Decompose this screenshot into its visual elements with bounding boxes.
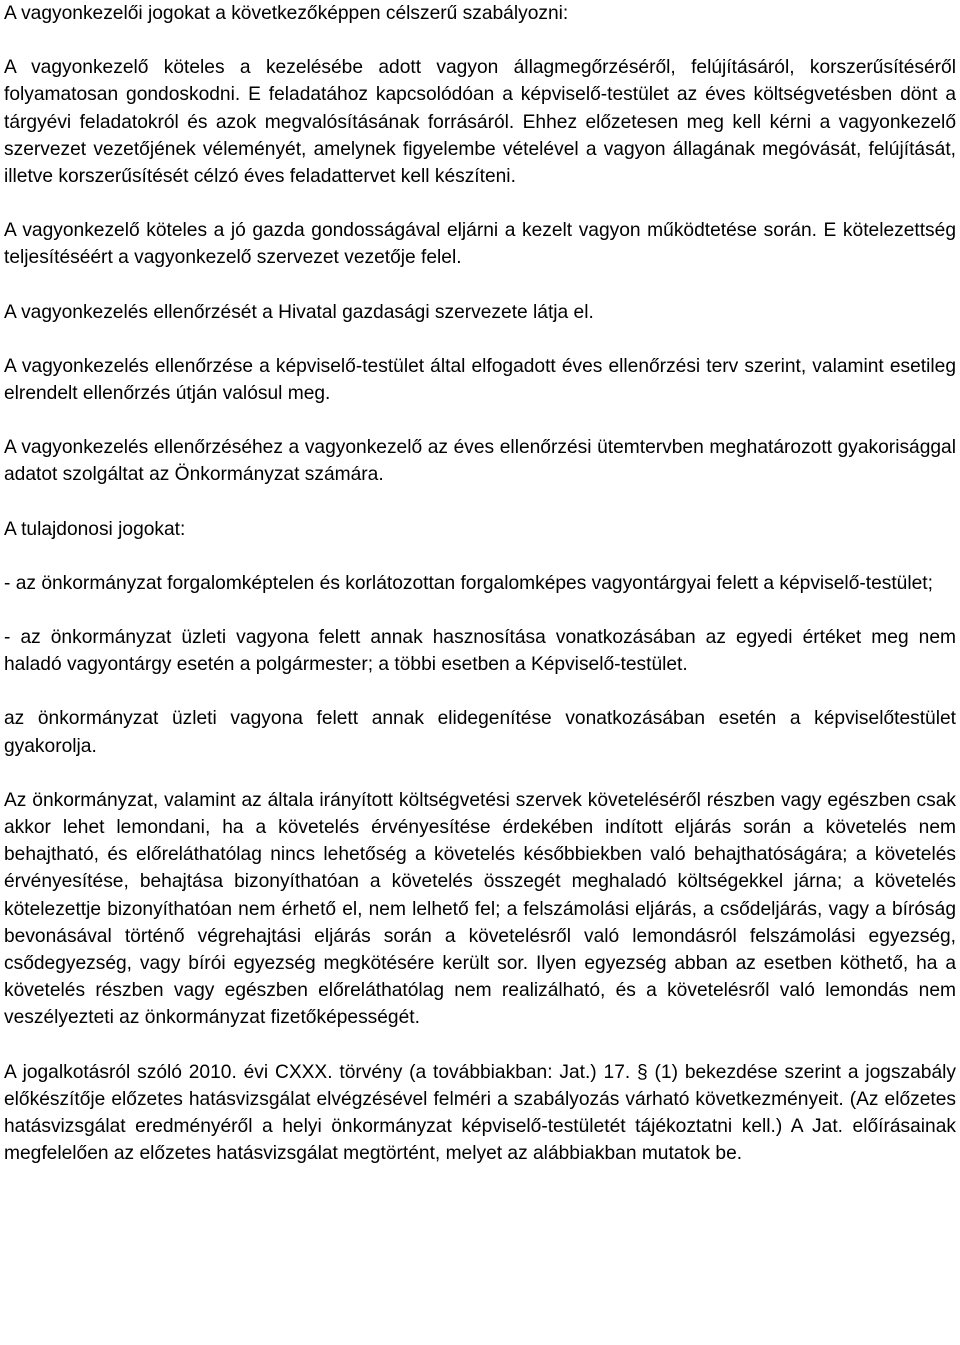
list-item-forgalomkeptelen: - az önkormányzat forgalomképtelen és korlátozottan forgalomképes vagyontárgyai felett a képviselő-testület; bbox=[4, 572, 933, 594]
paragraph-ellenorzes-hivatal: A vagyonkezelés ellenőrzését a Hivatal gazdasági szervezete látja el. bbox=[4, 301, 594, 323]
paragraph-tulajdonosi-jogok: A tulajdonosi jogokat: bbox=[4, 518, 186, 540]
paragraph-vagyonkezeloi-jogok: A vagyonkezelői jogokat a következőképpen célszerű szabályozni: bbox=[4, 3, 569, 24]
list-item-uzleti-vagyon-hasznositas: - az önkormányzat üzleti vagyona felett annak hasznosítása vonatkozásában az egyedi értéket meg nem haladó vagyontárgy esetén a polgármester; a többi esetben a Képviselő-testület. bbox=[4, 627, 956, 676]
paragraph-allagmegorzes: A vagyonkezelő köteles a kezelésébe adott vagyon állagmegőrzéséről, felújításáról, korszerűsítéséről folyamatosan gondoskodni. E feladatához kapcsolódóan a képviselő-testület az éves költségvetésben dönt a tárgyévi feladatokról és azok megvalósításának forrásáról. Ehhez előzetesen meg kell kérni a vagyonkezelő szervezet vezetőjének véleményét, amelynek figyelembe vételével a vagyon állagának megóvását, felújítását, illetve korszerűsítését célzó éves feladattervet kell készíteni. bbox=[4, 57, 956, 188]
paragraph-ellenorzesi-terv: A vagyonkezelés ellenőrzése a képviselő-testület által elfogadott éves ellenőrzési terv szerint, valamint esetileg elrendelt ellenőrzés útján valósul meg. bbox=[4, 355, 956, 405]
paragraph-jo-gazda: A vagyonkezelő köteles a jó gazda gondosságával eljárni a kezelt vagyon működtetése során. E kötelezettség teljesítéséért a vagyonkezelő szervezet vezetője felel. bbox=[4, 220, 956, 269]
paragraph-adatszolgaltatas: A vagyonkezelés ellenőrzéséhez a vagyonkezelő az éves ellenőrzési ütemtervben meghatározott gyakorisággal adatot szolgáltat az Önkormányzat számára. bbox=[4, 437, 956, 486]
paragraph-hatasvizsgalat: A jogalkotásról szóló 2010. évi CXXX. törvény (a továbbiakban: Jat.) 17. § (1) bekezdése szerint a jogszabály előkészítője előzetes hatásvizsgálat elvégzésével felméri a szabályozás várható következményeit. (Az előzetes hatásvizsgálat eredményéről a helyi önkormányzat képviselő-testületét tájékoztatni kell.) A Jat. előírásainak megfelelően az előzetes hatásvizsgálat megtörtént, melyet az alábbiakban mutatok be. bbox=[4, 1061, 956, 1165]
paragraph-elidegenites: az önkormányzat üzleti vagyona felett annak elidegenítése vonatkozásában esetén a képviselőtestület gyakorolja. bbox=[4, 708, 956, 757]
paragraph-koveteles-lemondas: Az önkormányzat, valamint az általa irányított költségvetési szervek követeléséről részben vagy egészben csak akkor lehet lemondani, ha a követelés érvényesítése érdekében indított eljárás során a követelés nem behajtható, és előreláthatólag nincs lehetőség a követelés későbbiekben való behajthatóságára; a követelés érvényesítése, behajtása bizonyíthatóan a követelés összegét meghaladó költségekkel járna; a követelés kötelezettje bizonyíthatóan nem érhető el, nem lelhető fel; a felszámolási eljárás, a csődeljárás, vagy a bíróság bevonásával történő végrehajtási eljárás során a követelésről való lemondásról felszámolási egyezség, csődegyezség, vagy bírói egyezség megkötésére került sor. Ilyen egyezség abban az esetben köthető, ha a követelés részben vagy egészben előreláthatólag nem realizálható, és a követelésről való lemondás nem veszélyezteti az önkormányzat fizetőképességét. bbox=[4, 789, 956, 1029]
